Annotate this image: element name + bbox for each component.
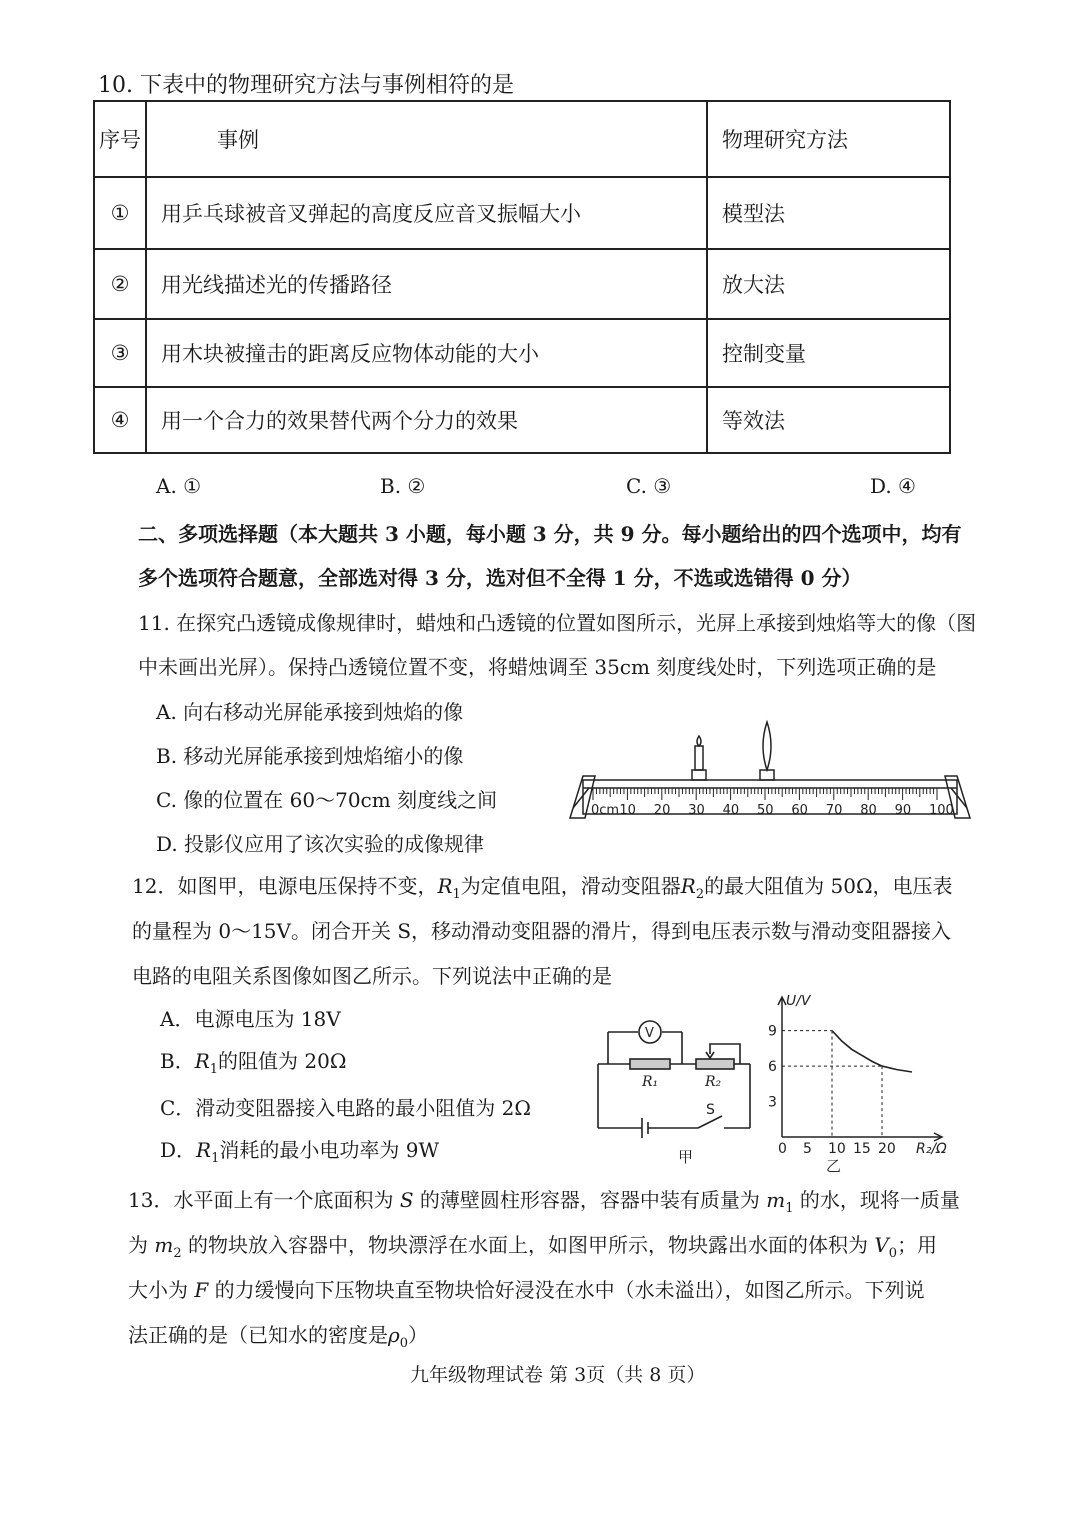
opt-b-prefix: B． [160, 1049, 195, 1073]
r1-symbol: R [194, 1049, 210, 1073]
m2-symbol: m [154, 1233, 174, 1257]
ruler-label: 70 [825, 803, 843, 818]
row-example: 用木块被撞击的距离反应物体动能的大小 [146, 319, 707, 387]
q13-line1 [128, 1184, 960, 1216]
y-tick-label: 9 [768, 1023, 777, 1040]
row-method: 等效法 [707, 387, 950, 453]
circuit-caption: 甲 [678, 1148, 694, 1166]
convex-lens [763, 722, 771, 770]
row-example: 用光线描述光的传播路径 [146, 249, 707, 319]
q12-line1-b: 为定值电阻，滑动变阻器 [460, 874, 681, 898]
q12-line1-c: 的最大阻值为 50Ω，电压表 [704, 874, 953, 898]
row-num: ① [94, 177, 146, 249]
resistor-r1-icon [630, 1059, 670, 1069]
q13-l1a: 13．水平面上有一个底面积为 [128, 1188, 400, 1212]
graph-caption: 乙 [826, 1157, 842, 1175]
x-tick-label: 10 [828, 1141, 846, 1157]
v0-sub: 0 [888, 1246, 898, 1261]
r1-sub: 1 [211, 1151, 220, 1166]
q13-l1b: 的薄壁圆柱形容器，容器中装有质量为 [413, 1188, 767, 1212]
x-tick-label: 5 [803, 1141, 812, 1157]
r2-label: R₂ [705, 1074, 722, 1090]
q13-l2a: 为 [128, 1233, 155, 1257]
rho-symbol: ρ [388, 1323, 400, 1347]
candle-holder [692, 770, 706, 780]
header-num: 序号 [94, 101, 146, 177]
q12-option-b [160, 1045, 346, 1077]
q13-l3a: 大小为 [128, 1278, 195, 1302]
q12-line2: 的量程为 0～15V。闭合开关 S，移动滑动变阻器的滑片，得到电压表示数与滑动变阻器接入 [132, 919, 952, 943]
y-tick-label: 3 [768, 1094, 777, 1111]
voltmeter-label: V [645, 1026, 654, 1041]
row-method: 放大法 [707, 249, 950, 319]
q10-option-c: C. ③ [626, 474, 672, 498]
q12-line3: 电路的电阻关系图像如图乙所示。下列说法中正确的是 [132, 964, 612, 988]
row-example: 用乒乓球被音叉弹起的高度反应音叉振幅大小 [146, 177, 707, 249]
q13-line3 [128, 1274, 925, 1303]
q11-option-d: D. 投影仪应用了该次实验的成像规律 [156, 832, 485, 856]
area-symbol: S [399, 1188, 414, 1212]
page-footer: 九年级物理试卷 第 3页（共 8 页） [410, 1364, 706, 1386]
q13-l1c: 的水，现将一质量 [793, 1188, 960, 1212]
q11-option-c: C. 像的位置在 60～70cm 刻度线之间 [156, 788, 498, 812]
switch-label: S [706, 1102, 715, 1118]
q13-line2 [128, 1229, 937, 1261]
q13-l2c: ；用 [897, 1233, 938, 1257]
optical-bench-figure [565, 718, 975, 828]
r1-symbol: R [196, 1138, 212, 1162]
table-row [94, 249, 950, 319]
opt-b-text: 的阻值为 20Ω [218, 1049, 347, 1073]
table-header-row [94, 101, 950, 177]
section2-line1: 二、多项选择题（本大题共 3 小题，每小题 3 分，共 9 分。每小题给出的四个选项中，均有 [138, 522, 962, 546]
y-tick-label: 6 [768, 1059, 777, 1076]
rho-sub: 0 [399, 1336, 409, 1351]
q11-option-b: B. 移动光屏能承接到烛焰缩小的像 [156, 744, 464, 768]
x-tick-label: 0 [778, 1141, 787, 1157]
r2-symbol: R [680, 874, 696, 898]
methods-table [93, 100, 951, 454]
q13-l4b: ） [408, 1323, 429, 1347]
q12-line1-a: 12．如图甲，电源电压保持不变， [132, 874, 438, 898]
r1-sub: 1 [452, 887, 461, 902]
q11-line2: 中未画出光屏）。保持凸透镜位置不变，将蜡烛调至 35cm 刻度线处时，下列选项正确的是 [138, 655, 937, 679]
x-tick-label: 15 [853, 1141, 871, 1157]
ruler-label: 20 [653, 803, 671, 818]
circuit-diagram [590, 1010, 770, 1170]
opt-d-text: 消耗的最小电功率为 9W [219, 1138, 440, 1162]
r1-symbol: R [437, 874, 453, 898]
section2-line2: 多个选项符合题意，全部选对得 3 分，选对但不全得 1 分，不选或选错得 0 分） [138, 566, 862, 590]
x-tick-label: 20 [878, 1141, 896, 1157]
q10-option-a: A. ① [156, 474, 202, 498]
q13-l4a: 法正确的是（已知水的密度是 [128, 1323, 388, 1347]
q10-option-b: B. ② [380, 474, 426, 498]
ur2-graph [760, 995, 950, 1175]
opt-d-prefix: D． [160, 1138, 197, 1162]
q13-line4 [128, 1319, 428, 1351]
ruler-label: 40 [722, 803, 740, 818]
ruler-label: 30 [688, 803, 705, 818]
v0-symbol: V [874, 1233, 889, 1257]
ruler-label: 90 [894, 803, 912, 818]
row-num: ③ [94, 319, 146, 387]
candle-flame [697, 736, 701, 746]
r1-sub: 1 [209, 1062, 219, 1077]
row-num: ④ [94, 387, 146, 453]
ruler-label: 100 [929, 803, 954, 818]
header-method: 物理研究方法 [707, 101, 950, 177]
q12-option-c: C．滑动变阻器接入电路的最小阻值为 2Ω [160, 1096, 531, 1120]
q12-option-d [160, 1134, 439, 1166]
table-row [94, 177, 950, 249]
y-axis-label: U/V [786, 995, 811, 1009]
m2-sub: 2 [173, 1246, 182, 1261]
m1-symbol: m [766, 1188, 786, 1212]
table-row [94, 387, 950, 453]
q11-line1: 11. 在探究凸透镜成像规律时，蜡烛和凸透镜的位置如图所示，光屏上承接到烛焰等大的像（图 [138, 611, 977, 635]
q13-l2b: 的物块放入容器中，物块漂浮在水面上，如图甲所示，物块露出水面的体积为 [181, 1233, 875, 1257]
q12-line1 [132, 870, 953, 902]
q10-stem: 10. 下表中的物理研究方法与事例相符的是 [98, 73, 514, 98]
m1-sub: 1 [785, 1201, 794, 1216]
r2-sub: 2 [695, 887, 705, 902]
ruler-label: 50 [757, 803, 774, 818]
ruler-label: 80 [860, 803, 877, 818]
q12-option-a: A．电源电压为 18V [160, 1007, 341, 1031]
row-method: 控制变量 [707, 319, 950, 387]
rheostat-r2-icon [696, 1059, 734, 1069]
row-example: 用一个合力的效果替代两个分力的效果 [146, 387, 707, 453]
q10-option-d: D. ④ [870, 474, 916, 498]
header-example: 事例 [146, 101, 707, 177]
ruler-label: 10 [619, 803, 636, 818]
q13-l3b: 的力缓慢向下压物块直至物块恰好浸没在水中（水未溢出），如图乙所示。下列说 [208, 1278, 925, 1302]
candle [695, 746, 703, 770]
q11-option-a: A. 向右移动光屏能承接到烛焰的像 [156, 700, 464, 724]
row-num: ② [94, 249, 146, 319]
ruler-label: 0cm [591, 803, 620, 818]
r1-label: R₁ [642, 1074, 659, 1090]
force-symbol: F [194, 1278, 209, 1302]
x-axis-label: R₂/Ω [916, 1141, 947, 1157]
table-row [94, 319, 950, 387]
row-method: 模型法 [707, 177, 950, 249]
ruler-label: 60 [791, 803, 808, 818]
